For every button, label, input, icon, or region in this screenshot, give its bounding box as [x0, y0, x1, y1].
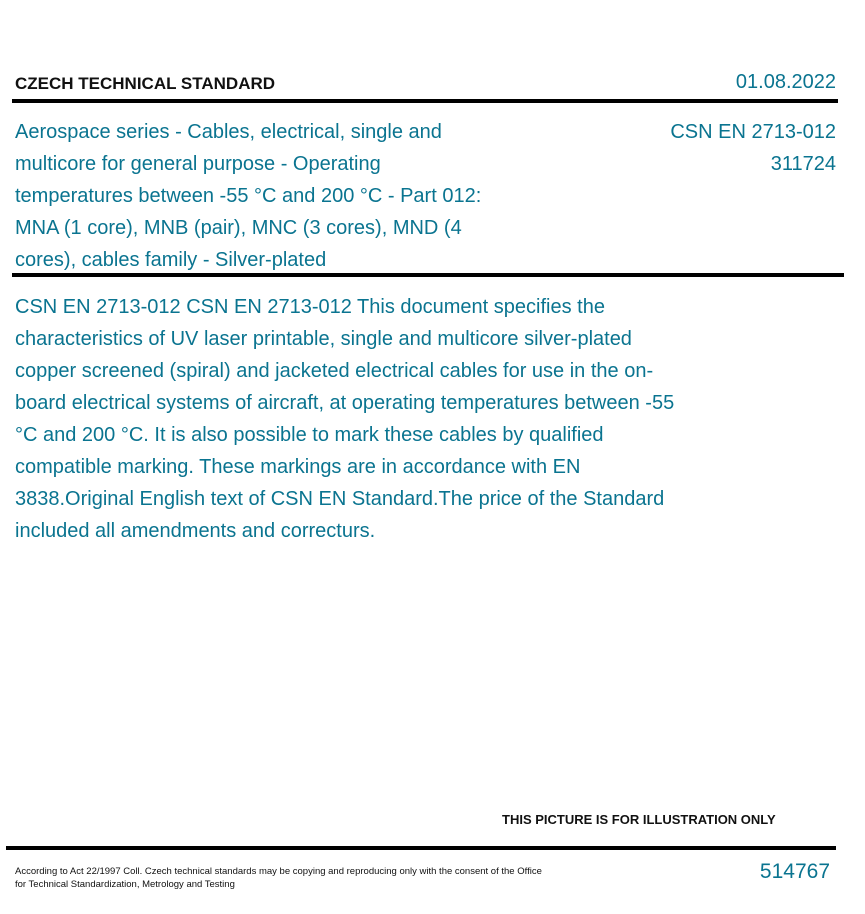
- legal-notice-line-2: for Technical Standardization, Metrology and Testing: [15, 879, 235, 890]
- publication-date: 01.08.2022: [735, 71, 836, 93]
- footer-rule: [6, 846, 836, 850]
- document-number: 514767: [759, 860, 830, 883]
- standard-title: Aerospace series - Cables, electrical, single and multicore for general purpose - Operating temperatures between -55 °C and 200 °C - Part 012: MNA (1 core), MNB (pair), MNC (3 cores), MND (4 cores), cables family - Silver-plated: [15, 121, 482, 271]
- document-type-label: CZECH TECHNICAL STANDARD: [15, 74, 276, 93]
- illustration-note: THIS PICTURE IS FOR ILLUSTRATION ONLY: [502, 812, 776, 827]
- standard-code: CSN EN 2713-012: [670, 121, 836, 143]
- header-rule: [12, 99, 838, 103]
- standard-description: CSN EN 2713-012 CSN EN 2713-012 This document specifies the characteristics of UV laser printable, single and multicore silver-plated copper screened (spiral) and jacketed electrical cables for use in the on-board electrical systems of aircraft, at operating temperatures between -55 °C and 200 °C. It is also possible to mark these cables by qualified compatible marking. These markings are in accordance with EN 3838.Original English text of CSN EN Standard.The price of the Standard included all amendments and correcturs.: [15, 296, 675, 542]
- legal-notice: [15, 865, 575, 891]
- catalog-number: 311724: [770, 153, 836, 175]
- title-rule: [12, 273, 844, 277]
- standard-code-block: [670, 116, 836, 180]
- legal-notice-line-1: According to Act 22/1997 Coll. Czech technical standards may be copying and reproducing only with the consent of the Office: [15, 866, 542, 877]
